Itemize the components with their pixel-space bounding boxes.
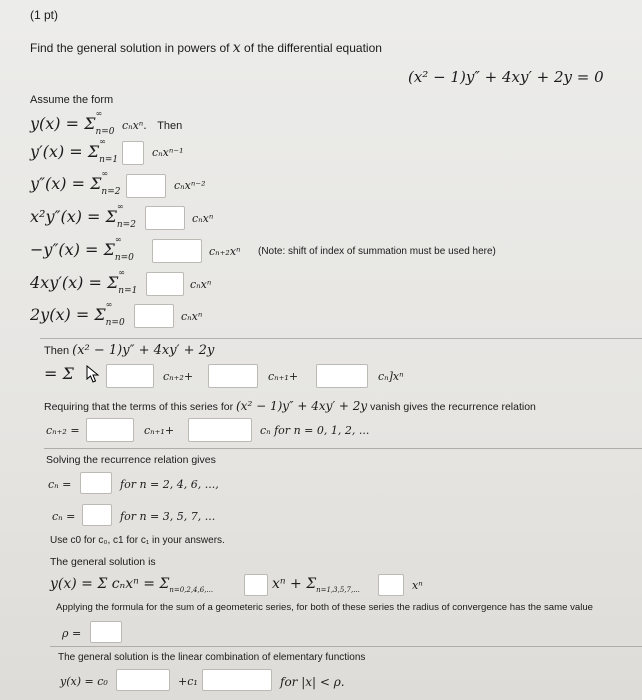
general-expr: y(x) = Σ cₙxⁿ = Σ xyxy=(50,576,170,592)
combined-coef3-input[interactable] xyxy=(316,364,368,388)
series-my2-row xyxy=(30,235,134,263)
combined-sum: = Σ xyxy=(44,364,74,383)
series-y2-row xyxy=(30,169,121,197)
even-lhs: cₙ = xyxy=(48,478,72,491)
radius-label: Applying the formula for the sum of a geometeric series, for both of these series the radius of convergence has the same value xyxy=(56,602,594,613)
series-y-row xyxy=(30,109,183,137)
elementary-c0-input[interactable] xyxy=(116,669,170,691)
fxy1-coef-input[interactable] xyxy=(146,272,184,296)
solving-label: Solving the recurrence relation gives xyxy=(46,454,216,466)
series-fxy1-row xyxy=(30,268,138,296)
series-fxy1-lower: n=1 xyxy=(118,286,138,296)
combined-then: Then xyxy=(44,345,73,357)
series-twoy-row xyxy=(30,300,125,328)
differential-equation: (x² − 1)y″ + 4xy′ + 2y = 0 xyxy=(408,68,604,86)
combined-term1: cₙ₊₂+ xyxy=(163,370,194,383)
problem-prompt xyxy=(30,40,382,56)
general-expr-row xyxy=(50,575,213,593)
general-end: xⁿ xyxy=(412,579,423,592)
general-lower2: n=0,2,4,6,... xyxy=(169,586,214,594)
recurrence-coef2-input[interactable] xyxy=(188,418,252,442)
points-label: (1 pt) xyxy=(30,8,59,22)
general-lower3: n=1,3,5,7,... xyxy=(316,586,360,594)
series-my2-lower: n=0 xyxy=(114,253,134,263)
elementary-c1-input[interactable] xyxy=(202,669,272,691)
series-twoy-lhs: 2y(x) = Σ xyxy=(30,305,106,324)
combined-term3: cₙ]xⁿ xyxy=(378,370,404,383)
series-y1-term: cₙxⁿ⁻¹ xyxy=(152,146,184,159)
series-y-lower: n=0 xyxy=(95,127,115,137)
series-y1-row xyxy=(30,137,119,165)
series-my2-term: cₙ₊₂xⁿ xyxy=(209,245,241,258)
recurrence-requirement xyxy=(44,399,536,413)
elementary-rhs: for |x| < ρ. xyxy=(280,675,345,689)
divider xyxy=(50,646,642,647)
prompt-var: x xyxy=(232,40,241,56)
assume-label: Assume the form xyxy=(30,94,114,106)
even-coef-input[interactable] xyxy=(80,472,112,494)
recurrence-rhs: cₙ for n = 0, 1, 2, ... xyxy=(260,424,370,437)
req-expr: (x² − 1)y″ + 4xy′ + 2y xyxy=(236,399,368,413)
mouse-cursor-icon xyxy=(86,365,100,383)
elementary-lhs: y(x) = c₀ xyxy=(60,675,108,688)
recurrence-lhs: cₙ₊₂ = xyxy=(46,424,80,437)
series-y2-lhs: y″(x) = Σ xyxy=(30,174,102,193)
recurrence-mid: cₙ₊₁+ xyxy=(144,424,175,437)
general-mid: xⁿ + Σ xyxy=(272,576,317,592)
odd-rhs: for n = 3, 5, 7, ... xyxy=(120,510,216,523)
series-twoy-term: cₙxⁿ xyxy=(181,310,203,323)
series-y2-lower: n=2 xyxy=(101,187,121,197)
index-shift-note: (Note: shift of index of summation must be used here) xyxy=(258,246,496,257)
twoy-coef-input[interactable] xyxy=(134,304,174,328)
series-fxy1-lhs: 4xy′(x) = Σ xyxy=(30,273,119,292)
series-y2-term: cₙxⁿ⁻² xyxy=(174,179,206,192)
divider xyxy=(44,448,642,449)
answer-hint: Use c0 for c₀, c1 for c₁ in your answers. xyxy=(50,535,225,546)
general-mid-row xyxy=(272,575,360,593)
series-x2y2-lhs: x²y″(x) = Σ xyxy=(30,207,117,226)
combined-coef1-input[interactable] xyxy=(106,364,154,388)
series-x2y2-row xyxy=(30,202,136,230)
radius-lhs: ρ = xyxy=(62,627,82,640)
series-y2-upper: ∞ xyxy=(101,169,109,178)
series-x2y2-upper: ∞ xyxy=(116,202,124,211)
general-label: The general solution is xyxy=(50,556,156,568)
series-y-upper: ∞ xyxy=(95,109,103,118)
req-text: Requiring that the terms of this series for xyxy=(44,401,236,413)
series-x2y2-lower: n=2 xyxy=(116,220,136,230)
series-x2y2-term: cₙxⁿ xyxy=(192,212,214,225)
odd-coef-input[interactable] xyxy=(82,504,112,526)
even-rhs: for n = 2, 4, 6, ..., xyxy=(120,478,219,491)
recurrence-coef1-input[interactable] xyxy=(86,418,134,442)
series-fxy1-term: cₙxⁿ xyxy=(190,278,212,291)
prompt-text-end: of the differential equation xyxy=(240,41,382,55)
combined-coef2-input[interactable] xyxy=(208,364,258,388)
elementary-mid: +c₁ xyxy=(178,675,198,688)
series-my2-lhs: −y″(x) = Σ xyxy=(30,240,115,259)
divider xyxy=(40,338,642,339)
elementary-label: The general solution is the linear combination of elementary functions xyxy=(58,652,366,663)
y1-coef-input[interactable] xyxy=(122,141,144,165)
series-fxy1-upper: ∞ xyxy=(118,268,125,277)
odd-lhs: cₙ = xyxy=(52,510,76,523)
combined-expr: (x² − 1)y″ + 4xy′ + 2y xyxy=(72,343,215,358)
series-y-term: cₙxⁿ. xyxy=(121,119,147,132)
series-y-lhs: y(x) = Σ xyxy=(30,114,96,133)
y2-coef-input[interactable] xyxy=(126,174,166,198)
series-y1-upper: ∞ xyxy=(99,137,106,146)
req-text-end: vanish gives the recurrence relation xyxy=(367,401,536,413)
radius-input[interactable] xyxy=(90,621,122,643)
x2y2-coef-input[interactable] xyxy=(145,206,185,230)
combined-term2: cₙ₊₁+ xyxy=(268,370,299,383)
series-y1-lower: n=1 xyxy=(99,155,119,165)
series-twoy-upper: ∞ xyxy=(105,300,113,309)
then-label: Then xyxy=(157,120,183,132)
combined-header xyxy=(44,341,214,359)
series-my2-upper: ∞ xyxy=(114,235,122,244)
prompt-text: Find the general solution in powers of xyxy=(30,41,233,55)
series-y1-lhs: y′(x) = Σ xyxy=(30,142,100,161)
even-series-coef-input[interactable] xyxy=(244,574,268,596)
my2-coef-input[interactable] xyxy=(152,239,202,263)
odd-series-coef-input[interactable] xyxy=(378,574,404,596)
series-twoy-lower: n=0 xyxy=(105,318,125,328)
